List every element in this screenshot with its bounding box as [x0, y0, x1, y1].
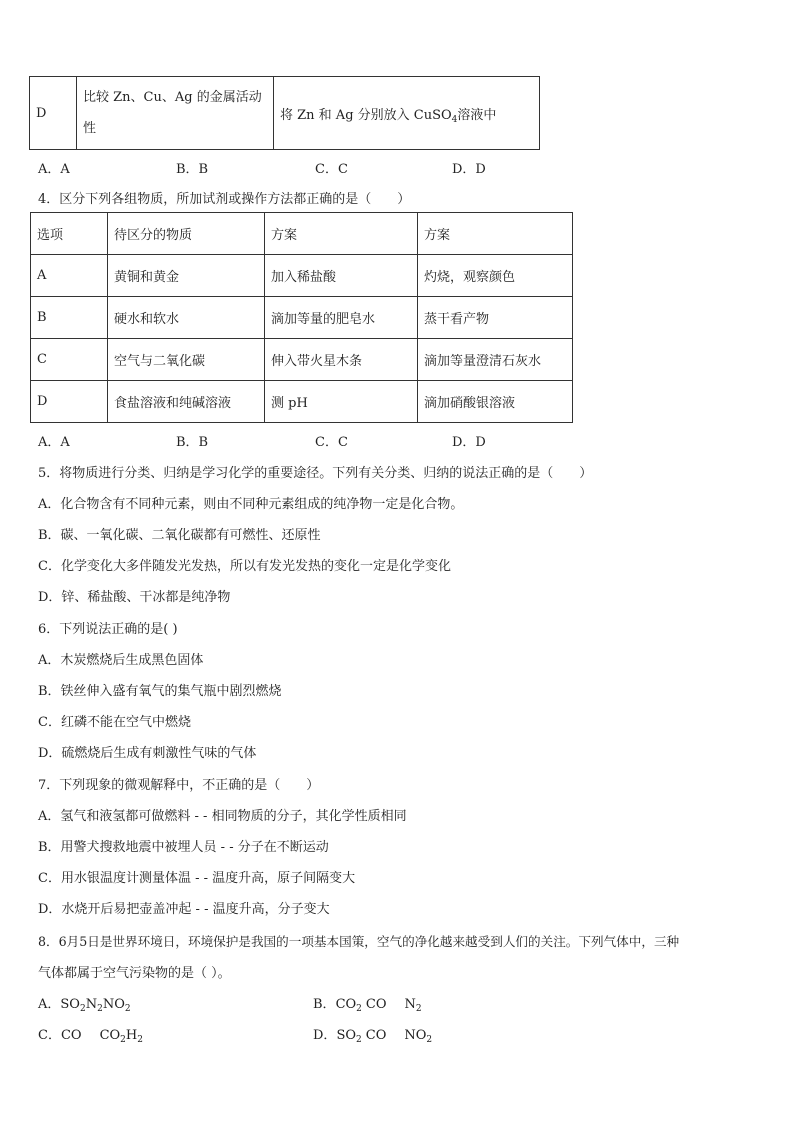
table-row — [31, 339, 573, 381]
formula: $H_2$ — [125, 1028, 143, 1045]
q8-stem-line-2: 气体都属于空气污染物的是（ ）。 — [38, 966, 231, 981]
table-cell: 灼烧，观察颜色 — [418, 255, 573, 297]
item-cell — [77, 77, 274, 150]
choice-b: B．B — [176, 162, 209, 177]
choice-c: C．C — [315, 435, 348, 450]
q4-stem: 4．区分下列各组物质，所加试剂或操作方法都正确的是（ ） — [38, 192, 411, 207]
choice-a: A．A — [38, 435, 70, 450]
q6-option-d: D．硫燃烧后生成有刺激性气味的气体 — [38, 746, 257, 761]
table-cell: B — [31, 297, 108, 339]
table-cell: 伸入带火星木条 — [265, 339, 418, 381]
q7-option-b: B．用警犬搜救地震中被埋人员 - - 分子在不断运动 — [38, 840, 329, 855]
formula: $N_2$ — [404, 997, 422, 1014]
q5-option-d: D．锌、稀盐酸、干冰都是纯净物 — [38, 590, 231, 605]
q8-stem-line-1: 8．6月5日是世界环境日，环境保护是我国的一项基本国策，空气的净化越来越受到人们的关注。下列气体中，三种 — [38, 934, 680, 949]
table-row — [31, 255, 573, 297]
table-cell: 滴加等量澄清石灰水 — [418, 339, 573, 381]
header-cell: 选项 — [31, 213, 108, 255]
q5-option-b: B．碳、一氧化碳、二氧化碳都有可燃性、还原性 — [38, 528, 321, 543]
table-cell: 蒸干看产物 — [418, 297, 573, 339]
q8-option-b — [313, 993, 422, 1012]
table-header-row — [31, 213, 573, 255]
table-cell: 滴加硝酸银溶液 — [418, 381, 573, 423]
formula: CO — [365, 997, 387, 1012]
table-cell: 硬水和软水 — [108, 297, 265, 339]
formula: CO — [60, 1028, 82, 1043]
formula: $NO_2$ — [404, 1028, 433, 1045]
formula: $NO_2$ — [102, 997, 131, 1014]
choice-b: B．B — [176, 435, 209, 450]
option-cell: D — [30, 77, 77, 150]
choice-a: A．A — [38, 162, 70, 177]
q7-option-a: A．氢气和液氢都可做燃料 - - 相同物质的分子，其化学性质相同 — [38, 809, 407, 824]
q6-option-a: A．木炭燃烧后生成黑色固体 — [38, 653, 204, 668]
formula: $SO_2$ — [60, 997, 86, 1014]
choice-c: C．C — [315, 162, 348, 177]
option-label: C． — [38, 1028, 61, 1043]
table-cell: A — [31, 255, 108, 297]
choice-d: D．D — [452, 435, 486, 450]
method-suffix: 溶液中 — [457, 107, 497, 123]
option-label: B． — [313, 997, 336, 1012]
q5-stem: 5．将物质进行分类、归纳是学习化学的重要途径。下列有关分类、归纳的说法正确的是（ ） — [38, 466, 593, 481]
table-cell: 滴加等量的肥皂水 — [265, 297, 418, 339]
q8-option-c — [38, 1024, 143, 1043]
q5-option-c: C．化学变化大多伴随发光发热，所以有发光发热的变化一定是化学变化 — [38, 559, 451, 574]
table-row — [31, 297, 573, 339]
table-cell: 加入稀盐酸 — [265, 255, 418, 297]
table-cell: 食盐溶液和纯碱溶液 — [108, 381, 265, 423]
formula: $CO_2$ — [99, 1028, 126, 1045]
item-line-2: 性 — [83, 121, 97, 136]
table-row — [30, 77, 540, 150]
q6-stem: 6．下列说法正确的是( ) — [38, 622, 178, 637]
method-subscript: 4 — [451, 114, 458, 125]
formula: $N_2$ — [85, 997, 103, 1014]
q7-option-d: D．水烧开后易把壶盖冲起 - - 温度升高，分子变大 — [38, 902, 330, 917]
q7-stem: 7．下列现象的微观解释中，不正确的是（ ） — [38, 778, 320, 793]
formula: CO — [365, 1028, 387, 1043]
choice-d: D．D — [452, 162, 486, 177]
table-cell: C — [31, 339, 108, 381]
q7-option-c: C．用水银温度计测量体温 - - 温度升高，原子间隔变大 — [38, 871, 356, 886]
q4-table — [30, 212, 573, 423]
formula: $CO_2$ — [335, 997, 362, 1014]
option-label: D． — [313, 1028, 337, 1043]
option-label: A． — [38, 997, 61, 1012]
table-cell: 测 pH — [265, 381, 418, 423]
table-cell: 空气与二氧化碳 — [108, 339, 265, 381]
formula: $SO_2$ — [336, 1028, 362, 1045]
table-cell: 黄铜和黄金 — [108, 255, 265, 297]
table-cell: D — [31, 381, 108, 423]
method-cell — [274, 77, 540, 150]
q6-option-b: B．铁丝伸入盛有氧气的集气瓶中剧烈燃烧 — [38, 684, 282, 699]
q5-option-a: A．化合物含有不同种元素，则由不同种元素组成的纯净物一定是化合物。 — [38, 497, 464, 512]
q6-option-c: C．红磷不能在空气中燃烧 — [38, 715, 191, 730]
q8-option-d — [313, 1024, 432, 1043]
header-cell: 方案 — [418, 213, 573, 255]
top-table — [29, 76, 540, 150]
header-cell: 待区分的物质 — [108, 213, 265, 255]
table-row — [31, 381, 573, 423]
item-line-1: 比较 Zn、Cu、Ag 的金属活动 — [83, 90, 262, 105]
q8-option-a — [38, 993, 131, 1012]
header-cell: 方案 — [265, 213, 418, 255]
method-prefix: 将 Zn 和 Ag 分别放入 CuSO — [280, 107, 452, 123]
